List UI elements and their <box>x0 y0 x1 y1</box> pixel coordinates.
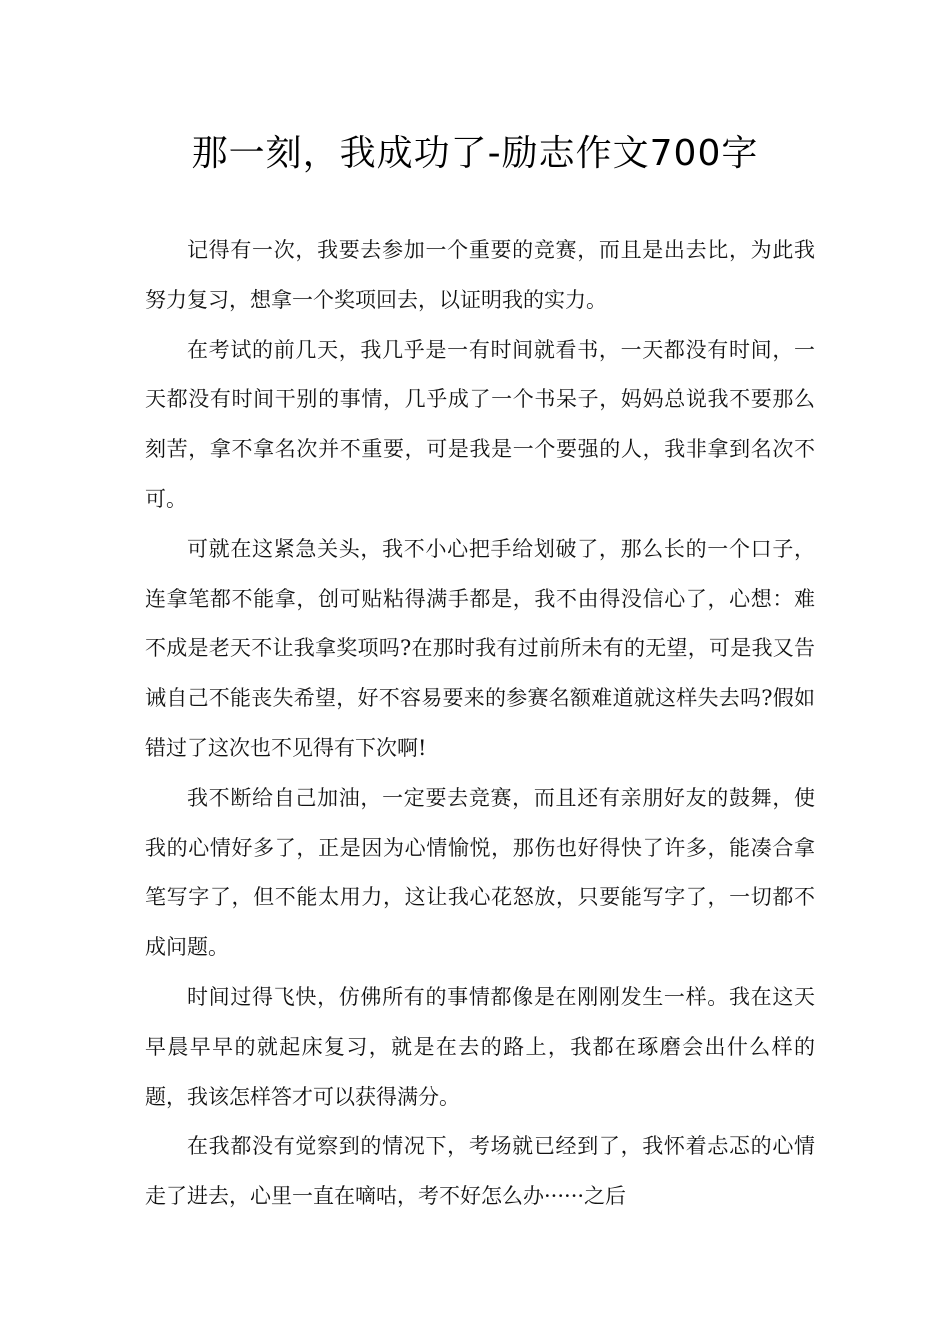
document-body <box>145 226 815 1222</box>
paragraph-5: 时间过得飞快，仿佛所有的事情都像是在刚刚发生一样。我在这天早晨早早的就起床复习，就是在去的路上，我都在琢磨会出什么样的题，我该怎样答才可以获得满分。 <box>145 984 815 1109</box>
document-title: 那一刻，我成功了-励志作文700字 <box>191 133 759 174</box>
paragraph-2: 在考试的前几天，我几乎是一有时间就看书，一天都没有时间，一天都没有时间干别的事情，几乎成了一个书呆子，妈妈总说我不要那么刻苦，拿不拿名次并不重要，可是我是一个要强的人，我非拿到名次不可。 <box>145 337 815 511</box>
paragraph-1: 记得有一次，我要去参加一个重要的竞赛，而且是出去比，为此我努力复习，想拿一个奖项回去，以证明我的实力。 <box>145 238 815 312</box>
paragraph-6: 在我都没有觉察到的情况下，考场就已经到了，我怀着忐忑的心情走了进去，心里一直在嘀咕，考不好怎么办······之后 <box>145 1134 815 1209</box>
paragraph-3: 可就在这紧急关头，我不小心把手给划破了，那么长的一个口子，连拿笔都不能拿，创可贴粘得满手都是，我不由得没信心了，心想：难不成是老天不让我拿奖项吗?在那时我有过前所未有的无望，可是我又告诫自己不能丧失希望，好不容易要来的参赛名额难道就这样失去吗?假如错过了这次也不见得有下次啊! <box>145 536 815 760</box>
paragraph-4: 我不断给自己加油，一定要去竞赛，而且还有亲朋好友的鼓舞，使我的心情好多了，正是因为心情愉悦，那伤也好得快了许多，能凑合拿笔写字了，但不能太用力，这让我心花怒放，只要能写字了，一切都不成问题。 <box>145 785 815 960</box>
